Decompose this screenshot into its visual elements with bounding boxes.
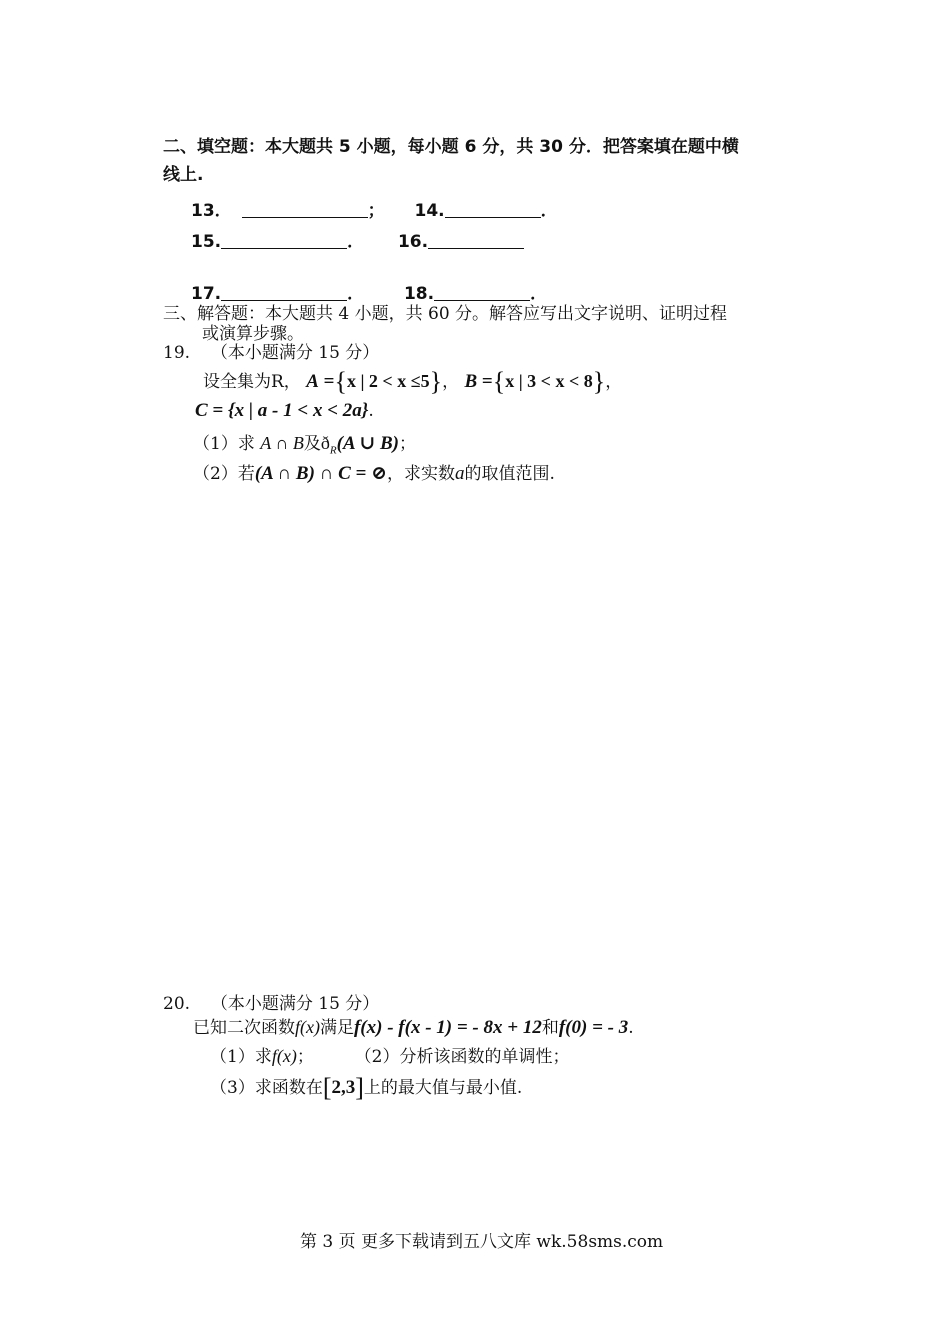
blank-14-end: ．	[540, 201, 558, 221]
q19-part2	[193, 462, 555, 486]
blank-15-label: 15.	[191, 232, 222, 252]
q20-part3-end: 上的最大值与最小值.	[363, 1078, 523, 1098]
section2-heading-line2: 线上.	[163, 165, 204, 185]
q19-number: 19.	[163, 343, 191, 363]
q19-setA-name: A	[306, 371, 319, 392]
q20-part1-2	[210, 1044, 569, 1069]
q20-statement	[193, 1014, 634, 1041]
q19-universe: R，	[271, 372, 301, 392]
q19-part1-prefix: （1）求	[193, 434, 255, 454]
q20-and: 和	[541, 1018, 559, 1038]
section3-heading-line1: 三、解答题：本大题共 4 小题，共 60 分。解答应写出文字说明、证明过程	[163, 304, 728, 324]
q19-part2-math: (A ∩ B) ∩ C = ⊘	[254, 463, 388, 484]
q19-intro: 设全集为	[203, 372, 271, 392]
blank-18-end: ．	[530, 284, 548, 304]
q19-setB-name: B	[464, 371, 478, 392]
section3-heading-line2: 或演算步骤。	[202, 324, 304, 344]
q20-part3: （3）求函数在[2,3]上的最大值与最小值.	[210, 1073, 523, 1102]
q20-number: 20.	[163, 994, 191, 1014]
q20-intro: 已知二次函数	[193, 1018, 295, 1038]
blank-16-label: 16.	[397, 232, 429, 252]
blank-17-line	[221, 282, 347, 301]
blank-18-label: 18.	[403, 284, 435, 304]
blank-13-line	[242, 199, 368, 218]
q19-setB-body: x | 3 < x < 8	[505, 371, 593, 391]
q20-eq2: f(0) = - 3	[558, 1017, 629, 1038]
blank-15-end: ．	[347, 232, 365, 252]
q19-part1-end: ；	[399, 434, 417, 454]
q19-part1	[193, 431, 416, 462]
q20-fx: f(x)	[295, 1017, 320, 1037]
blank-row-15-16	[191, 230, 524, 253]
section2-heading-line1: 二、填空题：本大题共 5 小题，每小题 6 分，共 30 分．把答案填在题中横	[163, 137, 739, 157]
q19-header	[163, 342, 379, 364]
blank-16-line	[428, 230, 524, 249]
q19-sep: ，	[442, 372, 460, 392]
q19-sets-line: 设全集为R， A ={x | 2 < x ≤5}， B ={x | 3 < x < 8}，	[203, 367, 623, 396]
blank-18-line	[434, 282, 530, 301]
q19-setA-body: x | 2 < x ≤5	[346, 371, 430, 391]
q20-score: （本小题满分 15 分）	[210, 994, 380, 1014]
q20-header	[163, 993, 379, 1015]
blank-14-label: 14.	[414, 201, 445, 221]
q19-setC: C = {x | a - 1 < x < 2a}	[195, 400, 369, 421]
q20-part3-prefix: （3）求函数在	[210, 1078, 323, 1098]
q20-part3-interval: 2,3	[331, 1077, 356, 1098]
q19-part1-math1: A ∩ B	[260, 433, 304, 453]
q20-part1-prefix: （1）求	[210, 1047, 272, 1067]
q19-setC-end: .	[368, 401, 374, 421]
blank-row-17-18	[191, 282, 547, 305]
q20-part2: （2）分析该函数的单调性；	[354, 1047, 570, 1067]
blank-17-end: ．	[347, 284, 365, 304]
blank-13-label: 13．	[191, 201, 232, 221]
blank-17-label: 17.	[191, 284, 222, 304]
q19-setC-line	[195, 399, 374, 423]
q19-score: （本小题满分 15 分）	[210, 343, 380, 363]
q19-part2-mid: ，求实数	[387, 464, 456, 484]
q20-part1-end: ；	[296, 1047, 314, 1067]
q20-satisfies: 满足	[319, 1018, 354, 1038]
blank-row-13-14	[191, 199, 558, 222]
blank-15-line	[221, 230, 347, 249]
q19-part1-sub: R	[329, 444, 337, 457]
q19-part1-math2: (A ∪ B)	[336, 433, 400, 454]
q20-part1-math: f(x)	[271, 1046, 297, 1066]
q19-part2-prefix: （2）若	[193, 464, 255, 484]
blank-14-line	[445, 199, 541, 218]
q19-part1-complement: ð	[320, 433, 330, 453]
q19-part2-end: 的取值范围.	[464, 464, 555, 484]
blank-13-end: ；	[367, 201, 385, 221]
q20-eq1: f(x) - f(x - 1) = - 8x + 12	[353, 1017, 542, 1038]
page-footer: 第 3 页 更多下载请到五八文库 wk.58sms.com	[300, 1232, 664, 1252]
q19-part1-mid: 及	[303, 434, 321, 454]
q19-part2-var: a	[455, 463, 465, 484]
q19-tail: ，	[605, 372, 623, 392]
q20-end: .	[628, 1018, 634, 1038]
